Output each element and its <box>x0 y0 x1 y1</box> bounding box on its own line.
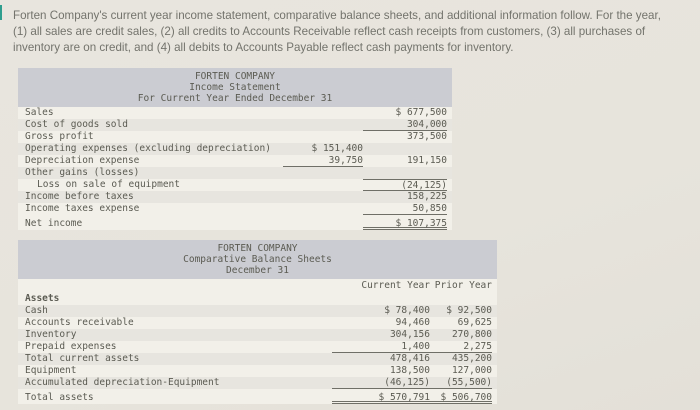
amount-current-year: (46,125) <box>384 377 430 388</box>
teal-edge-mark <box>0 5 2 20</box>
row-amounts <box>332 353 492 365</box>
amount-inner-column <box>283 203 363 215</box>
amount-total-column: $ 107,375 <box>363 218 447 230</box>
row-label: Other gains (losses) <box>25 167 140 178</box>
income-statement-rows <box>18 107 452 230</box>
amount-prior-year <box>430 293 492 305</box>
row-amounts <box>332 293 492 305</box>
amount-total-column: 304,000 <box>363 119 447 131</box>
amount-total-column: (24,125) <box>363 179 447 191</box>
balance-sheet-column-headers <box>18 280 497 293</box>
column-header-current-year: Current Year <box>361 280 430 291</box>
income-statement-row <box>18 107 452 119</box>
balance-sheet-title: Comparative Balance Sheets <box>183 254 332 265</box>
row-amounts <box>332 365 492 377</box>
balance-sheet-date: December 31 <box>226 265 289 276</box>
amount-current-year: 304,156 <box>389 329 430 340</box>
balance-sheet-row <box>18 293 497 305</box>
row-label: Accounts receivable <box>25 317 134 328</box>
row-label: Inventory <box>25 329 77 340</box>
amount-prior-year: 2,275 <box>463 341 492 352</box>
row-label: Loss on sale of equipment <box>37 179 180 190</box>
intro-paragraph: Forten Company's current year income statement, comparative balance sheets, and additional information follow. For the year, (1) all sales are credit sales, (2) all credits to Accounts Receivable reflect cash receipts from customers, (3) all purchases of inventory are on credit, and (4) all debits to Accounts Payable reflect cash payments for inventory. <box>13 9 661 54</box>
row-label: Depreciation expense <box>25 155 140 166</box>
amount-current-year: $ 78,400 <box>384 305 430 316</box>
amount-inner-column: $ 151,400 <box>311 143 363 154</box>
amount-current-year: 478,416 <box>389 353 430 364</box>
amount-total-column: 191,150 <box>406 155 447 166</box>
income-statement-table <box>18 68 452 230</box>
balance-sheet-row <box>18 365 497 377</box>
balance-sheet-row <box>18 317 497 329</box>
row-label: Net income <box>25 218 83 229</box>
amount-inner-column <box>283 167 363 179</box>
amount-prior-year: 435,200 <box>451 353 492 364</box>
income-statement-header <box>18 68 452 107</box>
row-amounts <box>332 329 492 341</box>
amount-inner-column <box>283 179 363 191</box>
income-statement-title: Income Statement <box>189 82 281 93</box>
amount-total-column <box>363 143 447 155</box>
row-label: Operating expenses (excluding depreciation) <box>25 143 271 154</box>
balance-sheet-header <box>18 240 497 279</box>
row-label: Gross profit <box>25 131 94 142</box>
balance-sheet-row <box>18 341 497 353</box>
column-header-spacer <box>18 280 332 293</box>
balance-sheet-row <box>18 392 497 404</box>
row-amounts <box>332 317 492 329</box>
amount-prior-year: 127,000 <box>451 365 492 376</box>
amount-inner-column <box>283 191 363 203</box>
income-statement-row <box>18 119 452 131</box>
income-statement-row <box>18 218 452 230</box>
balance-sheet-row <box>18 305 497 317</box>
amount-current-year: $ 570,791 <box>378 392 430 403</box>
amount-total-column: 50,850 <box>363 203 447 215</box>
income-statement-row <box>18 191 452 203</box>
amount-current-year: 94,460 <box>395 317 430 328</box>
row-label: Income taxes expense <box>25 203 140 214</box>
balance-sheet-table <box>18 240 497 404</box>
amount-inner-column <box>283 107 363 119</box>
row-label: Total current assets <box>25 353 140 364</box>
amount-inner-column <box>283 131 363 143</box>
column-header-prior-year: Prior Year <box>434 280 492 291</box>
row-label: Assets <box>25 293 60 304</box>
row-label: Cash <box>25 305 48 316</box>
balance-sheet-row <box>18 329 497 341</box>
amount-inner-column <box>283 119 363 131</box>
income-statement-period: For Current Year Ended December 31 <box>137 93 333 104</box>
row-amounts <box>332 377 492 389</box>
amount-prior-year: $ 506,700 <box>440 392 492 403</box>
amount-prior-year: $ 92,500 <box>446 305 492 316</box>
amount-total-column: $ 677,500 <box>395 107 447 118</box>
row-amounts <box>332 341 492 353</box>
amount-inner-column <box>283 218 363 230</box>
amount-inner-column: 39,750 <box>283 155 363 167</box>
amount-total-column <box>363 167 447 179</box>
amount-total-column: 373,500 <box>406 131 447 142</box>
row-amounts <box>332 392 492 404</box>
balance-sheet-rows <box>18 293 497 404</box>
amount-current-year: 1,400 <box>401 341 430 352</box>
amount-prior-year: 270,800 <box>451 329 492 340</box>
balance-sheet-company-name: FORTEN COMPANY <box>217 243 298 254</box>
income-statement-row <box>18 131 452 143</box>
row-label: Accumulated depreciation-Equipment <box>25 377 220 388</box>
row-label: Income before taxes <box>25 191 134 202</box>
income-statement-row <box>18 203 452 215</box>
row-amounts <box>332 305 492 317</box>
row-label: Total assets <box>25 392 94 403</box>
balance-sheet-row <box>18 353 497 365</box>
income-statement-row <box>18 179 452 191</box>
row-label: Sales <box>25 107 54 118</box>
row-label: Equipment <box>25 365 77 376</box>
amount-total-column: 158,225 <box>406 191 447 202</box>
income-statement-row <box>18 167 452 179</box>
row-label: Cost of goods sold <box>25 119 128 130</box>
income-statement-row <box>18 155 452 167</box>
income-statement-row <box>18 143 452 155</box>
income-statement-company-name: FORTEN COMPANY <box>194 71 276 82</box>
amount-prior-year: 69,625 <box>457 317 492 328</box>
row-label: Prepaid expenses <box>25 341 117 352</box>
amount-current-year: 138,500 <box>389 365 430 376</box>
amount-prior-year: (55,500) <box>446 377 492 388</box>
amount-current-year <box>332 293 430 305</box>
balance-sheet-row <box>18 377 497 389</box>
